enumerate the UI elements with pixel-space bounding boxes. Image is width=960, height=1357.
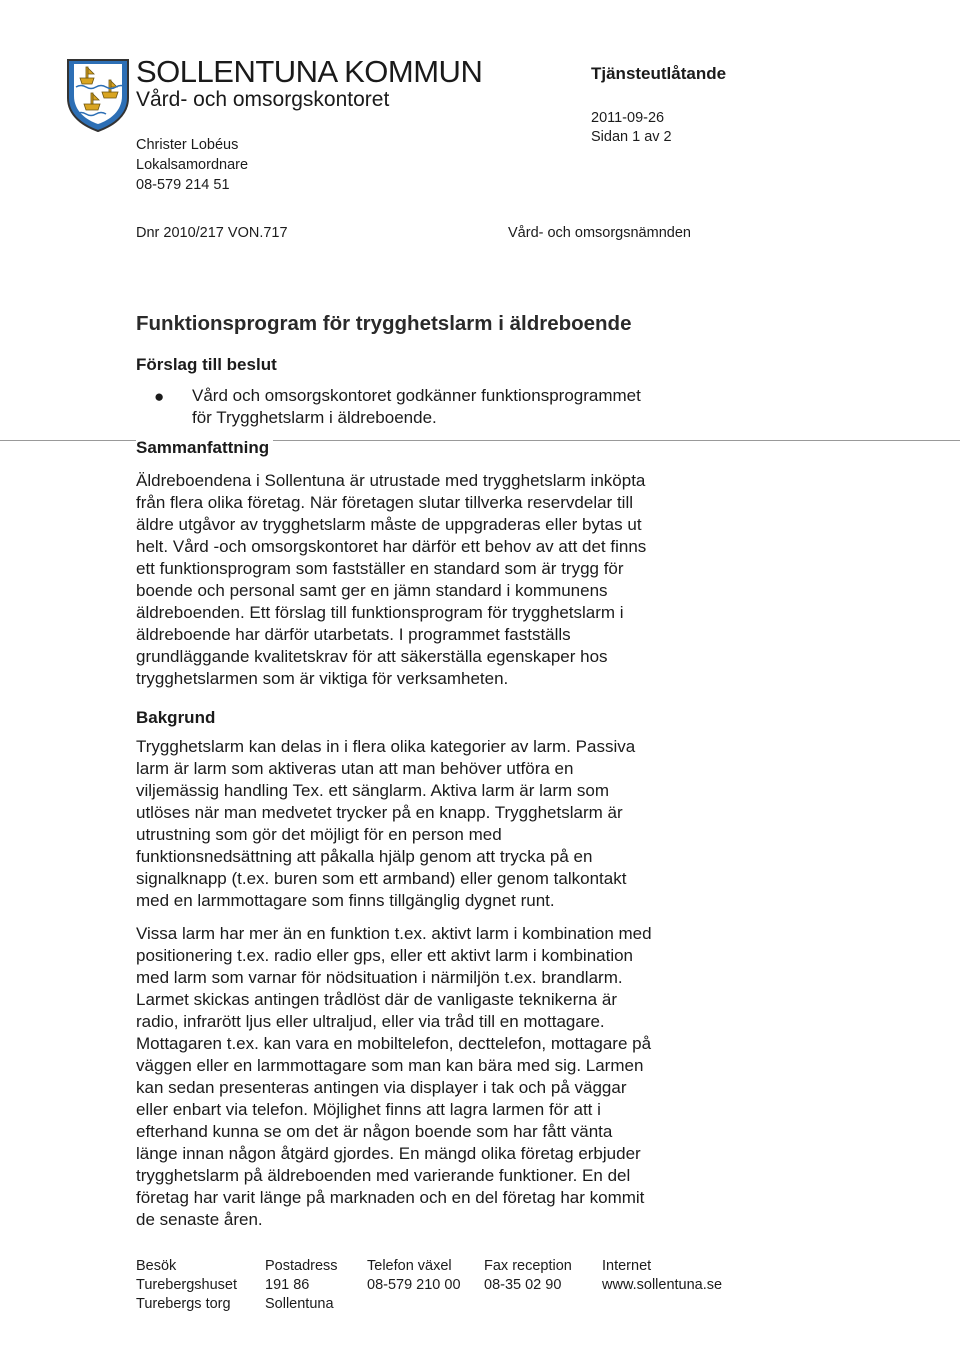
footer-label: Internet: [602, 1258, 652, 1274]
coat-of-arms-icon: [66, 58, 130, 132]
page-number: Sidan 1 av 2: [591, 129, 672, 145]
contact-phone: 08-579 214 51: [136, 177, 230, 193]
footer-visit: [136, 1257, 237, 1314]
proposal-heading: Förslag till beslut: [136, 355, 277, 374]
bullet-icon: ●: [154, 387, 165, 406]
diary-number: Dnr 2010/217 VON.717: [136, 225, 288, 241]
footer-postal: [265, 1257, 338, 1314]
footer-label: Fax reception: [484, 1258, 572, 1274]
background-text-1: Trygghetslarm kan delas in i flera olika kategorier av larm. Passiva larm är larm som aktiveras utan att man behöver utföra en viljemässig handling Tex. ett sänglarm. Aktiva larm är larm som utlöses när man medvetet trycker på en knapp. Trygghetslarm är utrustning som gör det möjligt för en person med funktionsnedsättning att påkalla hjälp genom att trycka på en signalknapp (t.ex. buren som ett armband) eller genom talkontakt med en larmmottagare som finns tillgänglig dygnet runt.: [136, 737, 636, 910]
list-item: [152, 385, 752, 429]
footer-phone: [367, 1257, 461, 1295]
footer-line: Turebergs torg: [136, 1296, 231, 1312]
summary-text: Äldreboendena i Sollentuna är utrustade med trygghetslarm inköpta från flera olika företag. När företagen slutar tillverka reservdelar till äldre utgåvor av trygghetslarm måste de uppgraderas eller bytas ut helt. Vård -och omsorgskontoret har därför ett behov av att det finns ett funktionsprogram som fastställer en standard som är trygg för boende och personal samt ger en jämn standard i kommunens äldreboenden. Ett förslag till funktionsprogram för trygghetslarm i äldreboende har därför utarbetats. I programmet fastställs grundläggande kvalitetskrav för att säkerställa egenskaper hos trygghetslarmen som är viktiga för verksamheten.: [136, 471, 647, 688]
contact-block: [136, 135, 248, 195]
footer-line: Sollentuna: [265, 1296, 334, 1312]
contact-role: Lokalsamordnare: [136, 157, 249, 173]
organization-unit: Vård- och omsorgskontoret: [136, 88, 390, 111]
proposal-list: [152, 385, 752, 429]
footer-label: Besök: [136, 1258, 177, 1274]
footer-line: 08-579 210 00: [367, 1277, 461, 1293]
background-text-2: Vissa larm har mer än en funktion t.ex. aktivt larm i kombination med positionering t.ex. radio eller gps, eller ett aktivt larm i kombination med larm som varnar för nödsituation i närmiljön t.ex. brandlarm. Larmet skickas antingen trådlöst där de vanligaste teknikerna är radio, infrarött ljus eller ultraljud, eller via tråd till en mottagare. Mottagaren t.ex. kan vara en mobiltelefon, decttelefon, mottagare på väggen eller en larmmottagare som man kan bära med sig. Larmen kan sedan presenteras antingen via displayer i tak och på väggar eller enbart via telefon. Möjlighet finns att lagra larmen för att i efterhand kunna se om det är någon boende som har fått vänta länge innan någon åtgärd gjordes. En mängd olika företag erbjuder trygghetslarm på äldreboenden med varierande funktioner. En del företag har varit länge på marknaden och en del företag har kommit de senaste åren.: [136, 924, 652, 1229]
proposal-item-text: Vård och omsorgskontoret godkänner funktionsprogrammet för Trygghetslarm i äldreboende.: [192, 386, 641, 427]
footer-line: 191 86: [265, 1277, 310, 1293]
footer-fax: [484, 1257, 572, 1295]
footer-label: Postadress: [265, 1258, 338, 1274]
document-type: Tjänsteutlåtande: [591, 64, 727, 83]
recipient: Vård- och omsorgsnämnden: [508, 225, 691, 241]
footer-internet: [602, 1257, 722, 1295]
organization-name: SOLLENTUNA KOMMUN: [136, 54, 483, 89]
document-date: 2011-09-26: [591, 110, 665, 126]
footer-label: Telefon växel: [367, 1258, 452, 1274]
document-title: Funktionsprogram för trygghetslarm i äldreboende: [136, 312, 632, 335]
background-heading: Bakgrund: [136, 708, 216, 727]
contact-name: Christer Lobéus: [136, 137, 239, 153]
footer-link[interactable]: www.sollentuna.se: [602, 1277, 723, 1293]
footer-line: 08-35 02 90: [484, 1277, 562, 1293]
summary-heading: Sammanfattning: [136, 438, 273, 458]
footer-line: Turebergshuset: [136, 1277, 238, 1293]
document-meta: [591, 109, 672, 147]
